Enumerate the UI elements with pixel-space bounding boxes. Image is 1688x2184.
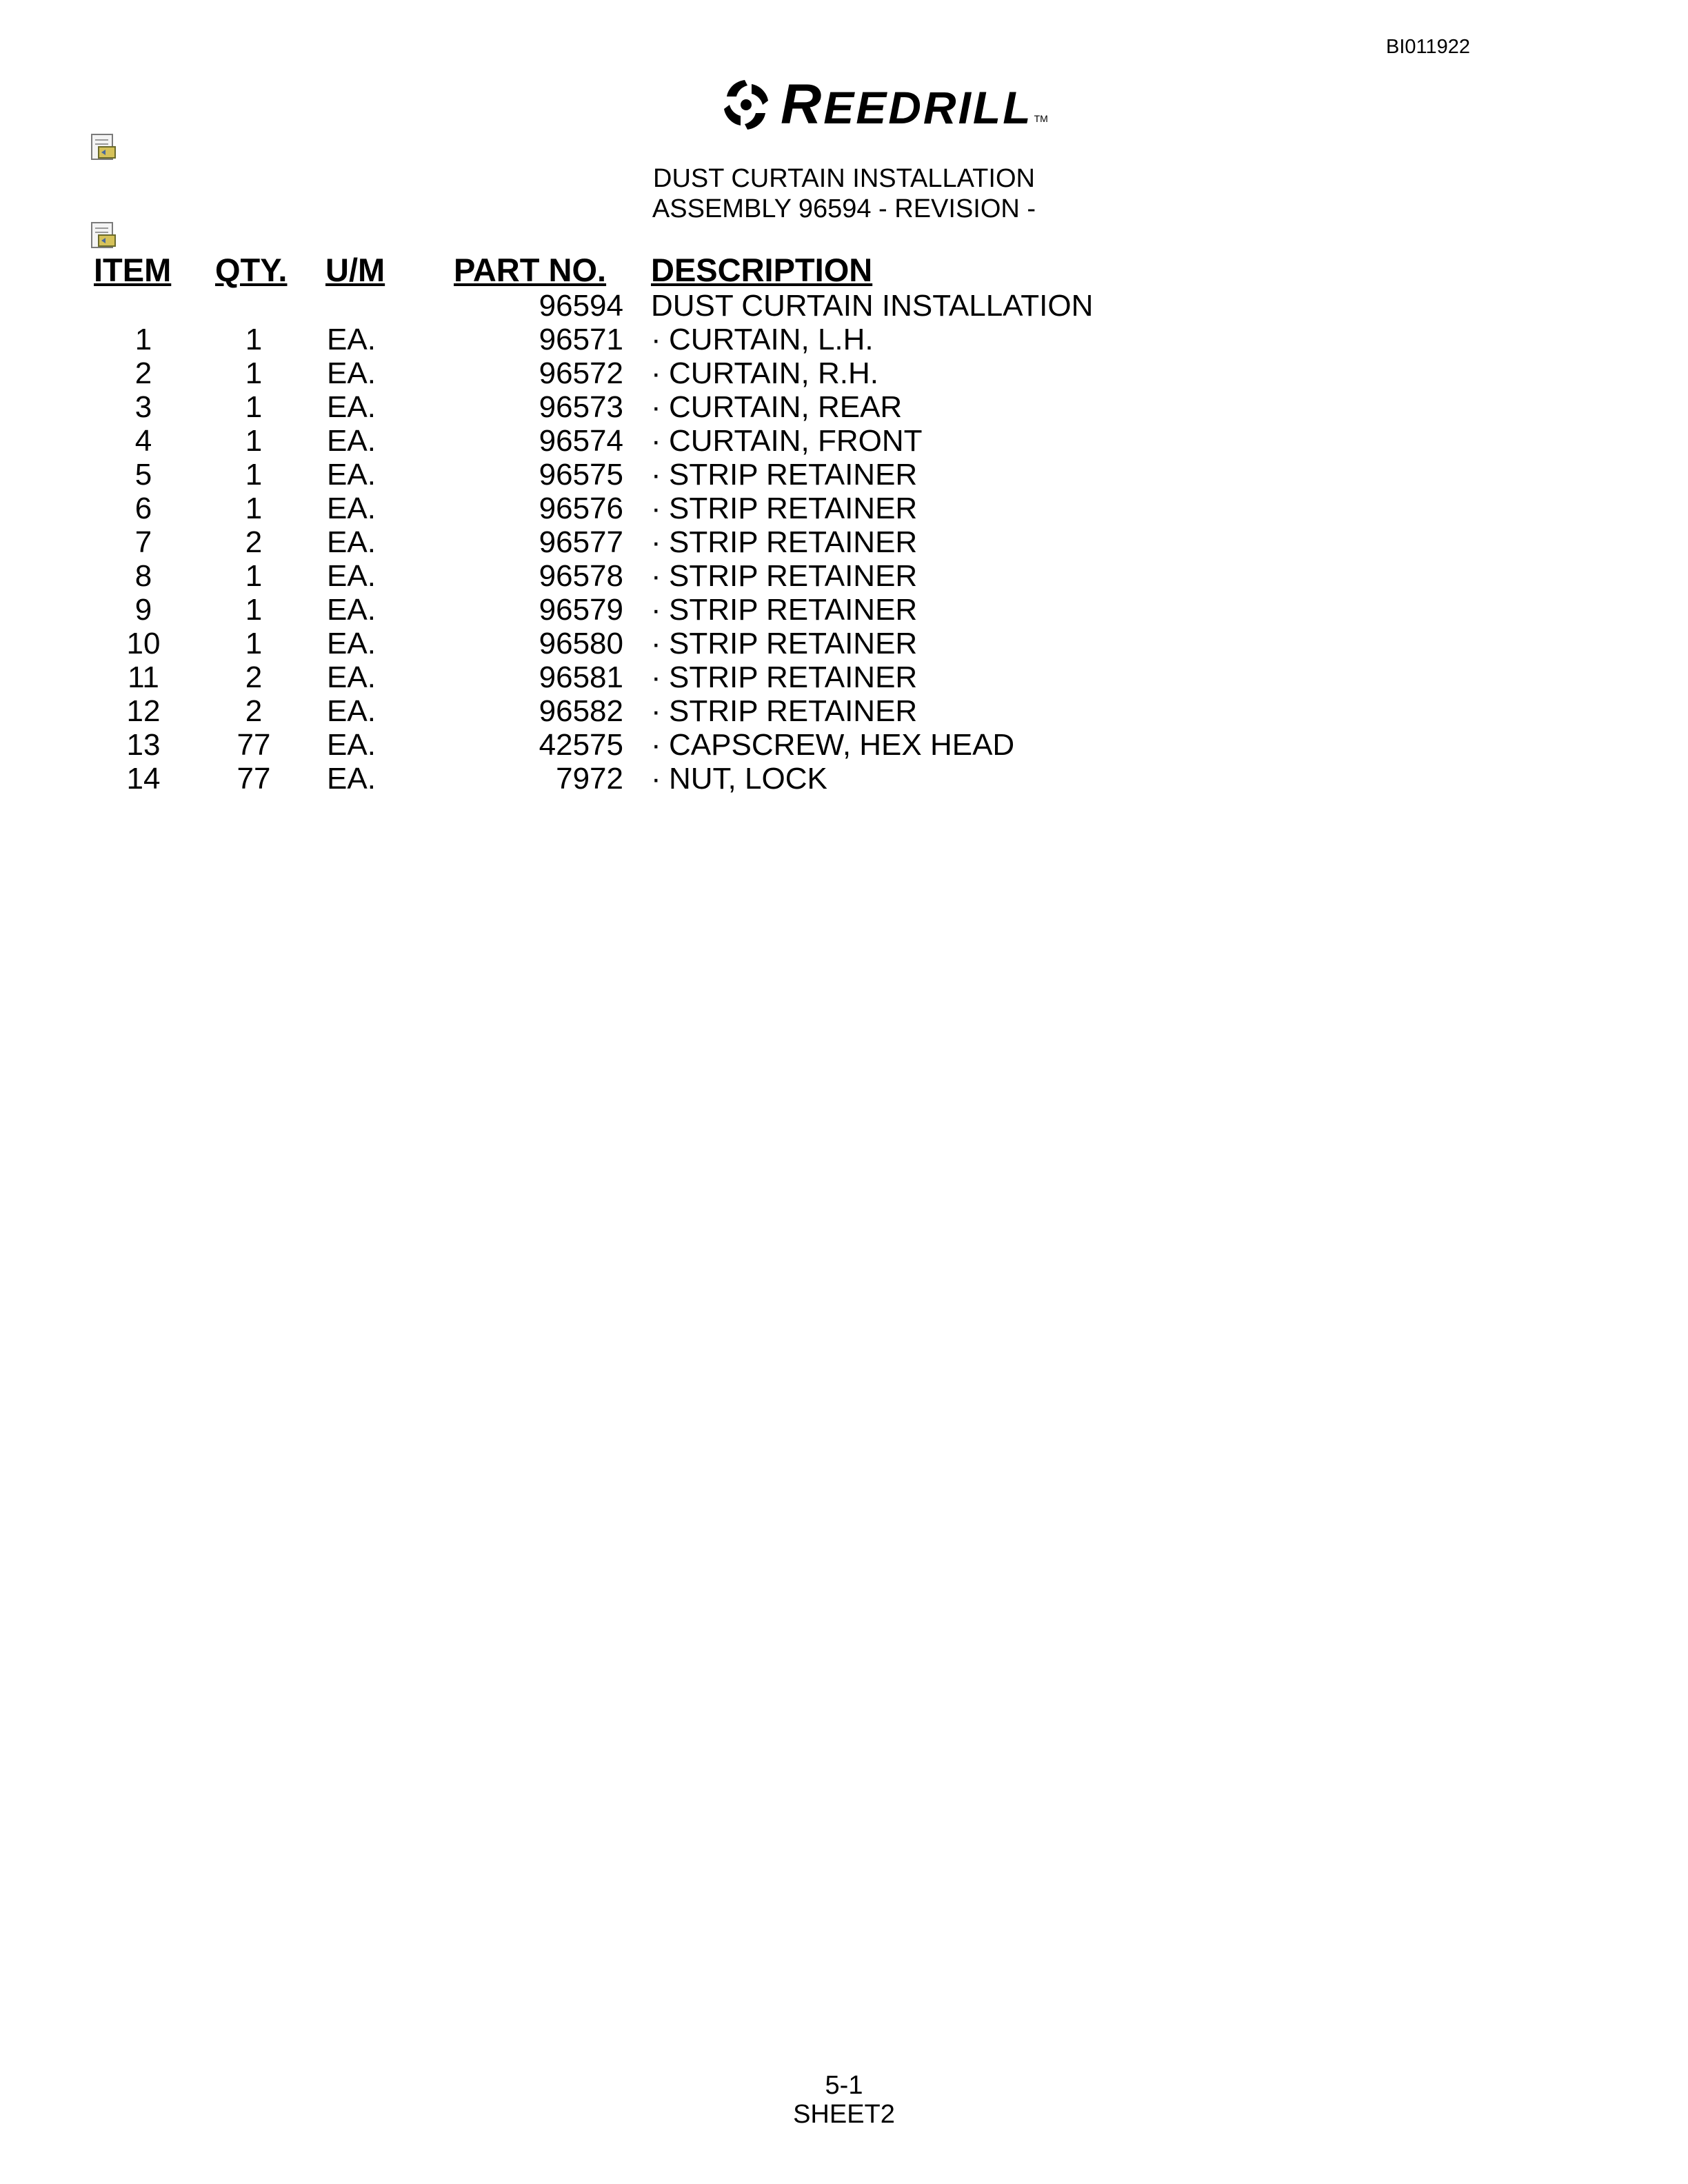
cell-item: 12	[126, 694, 161, 728]
child-item-marker: ·	[651, 525, 661, 559]
cell-description	[651, 390, 1134, 424]
cell-qty: 2	[245, 660, 263, 694]
trademark-symbol: TM	[1034, 113, 1048, 124]
cell-um: EA.	[327, 559, 376, 593]
cell-part-no: 96576	[539, 492, 623, 525]
table-row	[88, 356, 1134, 390]
cell-um: EA.	[327, 458, 376, 492]
cell-part-no: 96574	[539, 424, 623, 458]
child-item-marker: ·	[651, 559, 661, 593]
cell-qty: 2	[245, 525, 263, 559]
document-id: BI011922	[1386, 36, 1471, 58]
cell-um: EA.	[327, 525, 376, 559]
cell-um: EA.	[327, 390, 376, 424]
table-row	[88, 627, 1134, 660]
column-header-item: ITEM	[94, 252, 172, 288]
cell-um: EA.	[327, 728, 376, 762]
table-row	[88, 323, 1134, 356]
description-text: STRIP RETAINER	[669, 593, 918, 627]
cell-part-no: 96577	[539, 525, 623, 559]
cell-part-no: 96582	[539, 694, 623, 728]
cell-item: 11	[128, 660, 159, 694]
cell-item: 1	[134, 323, 152, 356]
cell-description	[651, 593, 1134, 627]
cell-um: EA.	[327, 762, 376, 796]
column-header-description: DESCRIPTION	[651, 252, 873, 288]
cell-description	[651, 492, 1134, 525]
child-item-marker: ·	[651, 492, 661, 525]
table-row	[88, 458, 1134, 492]
cell-item: 9	[134, 593, 152, 627]
cell-qty: 77	[237, 762, 271, 796]
table-row	[88, 525, 1134, 559]
table-row	[88, 559, 1134, 593]
cell-item: 14	[126, 762, 161, 796]
description-text: STRIP RETAINER	[669, 627, 918, 660]
cell-um: EA.	[327, 694, 376, 728]
cell-um: EA.	[327, 593, 376, 627]
child-item-marker: ·	[651, 627, 661, 660]
cell-um: EA.	[327, 356, 376, 390]
child-item-marker: ·	[651, 390, 661, 424]
table-row	[88, 694, 1134, 728]
child-item-marker: ·	[651, 660, 661, 694]
cell-description	[651, 728, 1134, 762]
cell-qty: 1	[245, 458, 263, 492]
cell-description	[651, 559, 1134, 593]
cell-um: EA.	[327, 627, 376, 660]
cell-description	[651, 694, 1134, 728]
cell-qty: 2	[245, 694, 263, 728]
child-item-marker: ·	[651, 694, 661, 728]
description-text: CURTAIN, FRONT	[669, 424, 923, 458]
description-text: CAPSCREW, HEX HEAD	[669, 728, 1015, 762]
child-item-marker: ·	[651, 593, 661, 627]
cell-part-no: 96579	[539, 593, 623, 627]
cell-um: EA.	[327, 660, 376, 694]
cell-description	[651, 762, 1134, 796]
description-text: STRIP RETAINER	[669, 660, 918, 694]
table-row	[88, 492, 1134, 525]
parts-list-body	[88, 289, 1134, 796]
cell-qty: 1	[245, 323, 263, 356]
column-header-um: U/M	[325, 252, 385, 288]
column-header-part-no: PART NO.	[454, 252, 607, 288]
reedrill-logo	[717, 73, 1048, 136]
cell-qty	[199, 289, 309, 323]
cell-qty: 1	[245, 492, 263, 525]
cell-um: EA.	[327, 323, 376, 356]
cell-part-no: 96571	[539, 323, 623, 356]
cell-item: 2	[134, 356, 152, 390]
table-row	[88, 660, 1134, 694]
cell-part-no: 96573	[539, 390, 623, 424]
brand-wordmark: REEDRILL	[781, 73, 1033, 136]
cell-qty: 1	[245, 627, 263, 660]
cell-part-no: 96594	[539, 289, 623, 323]
cell-item: 7	[134, 525, 152, 559]
child-item-marker: ·	[651, 356, 661, 390]
assembly-subtitle: ASSEMBLY 96594 - REVISION -	[652, 194, 1036, 223]
cell-qty: 1	[245, 356, 263, 390]
cell-part-no: 96575	[539, 458, 623, 492]
cell-description	[651, 458, 1134, 492]
cell-description	[651, 424, 1134, 458]
description-text: STRIP RETAINER	[669, 694, 918, 728]
cell-description	[651, 323, 1134, 356]
child-item-marker: ·	[651, 728, 661, 762]
table-row	[88, 390, 1134, 424]
cell-item	[88, 289, 199, 323]
table-row	[88, 593, 1134, 627]
cell-item: 13	[126, 728, 161, 762]
description-text: CURTAIN, REAR	[669, 390, 903, 424]
cell-description: DUST CURTAIN INSTALLATION	[651, 289, 1094, 323]
document-link-icon[interactable]	[90, 133, 118, 162]
assembly-row	[88, 289, 1134, 323]
description-text: STRIP RETAINER	[669, 559, 918, 593]
cell-part-no: 7972	[556, 762, 623, 796]
cell-part-no: 96580	[539, 627, 623, 660]
cell-um	[309, 289, 432, 323]
cell-item: 4	[134, 424, 152, 458]
cell-item: 10	[126, 627, 161, 660]
cell-description	[651, 525, 1134, 559]
cell-part-no: 96572	[539, 356, 623, 390]
cell-item: 8	[134, 559, 152, 593]
child-item-marker: ·	[651, 458, 661, 492]
child-item-marker: ·	[651, 323, 661, 356]
document-link-icon[interactable]	[90, 221, 118, 250]
description-text: NUT, LOCK	[669, 762, 827, 796]
description-text: STRIP RETAINER	[669, 458, 918, 492]
cell-part-no: 96578	[539, 559, 623, 593]
cell-um: EA.	[327, 424, 376, 458]
cell-description	[651, 356, 1134, 390]
description-text: STRIP RETAINER	[669, 492, 918, 525]
table-row	[88, 762, 1134, 796]
cell-qty: 1	[245, 424, 263, 458]
cell-qty: 77	[237, 728, 271, 762]
cell-description	[651, 660, 1134, 694]
column-header-qty: QTY.	[215, 252, 288, 288]
child-item-marker: ·	[651, 424, 661, 458]
description-text: CURTAIN, R.H.	[669, 356, 878, 390]
cell-part-no: 42575	[539, 728, 623, 762]
sheet-label: SHEET2	[793, 2100, 895, 2129]
table-row	[88, 424, 1134, 458]
description-text: STRIP RETAINER	[669, 525, 918, 559]
description-text: CURTAIN, L.H.	[669, 323, 874, 356]
cell-item: 3	[134, 390, 152, 424]
reedrill-swirl-logo-icon	[717, 76, 775, 134]
cell-qty: 1	[245, 559, 263, 593]
cell-description	[651, 627, 1134, 660]
cell-part-no: 96581	[539, 660, 623, 694]
page-number: 5-1	[825, 2071, 863, 2100]
child-item-marker: ·	[651, 762, 661, 796]
table-header-row	[88, 251, 1134, 289]
cell-qty: 1	[245, 593, 263, 627]
cell-qty: 1	[245, 390, 263, 424]
parts-list-table	[88, 251, 1134, 796]
cell-item: 5	[134, 458, 152, 492]
cell-item: 6	[134, 492, 152, 525]
table-row	[88, 728, 1134, 762]
document-title: DUST CURTAIN INSTALLATION	[653, 164, 1035, 193]
cell-um: EA.	[327, 492, 376, 525]
